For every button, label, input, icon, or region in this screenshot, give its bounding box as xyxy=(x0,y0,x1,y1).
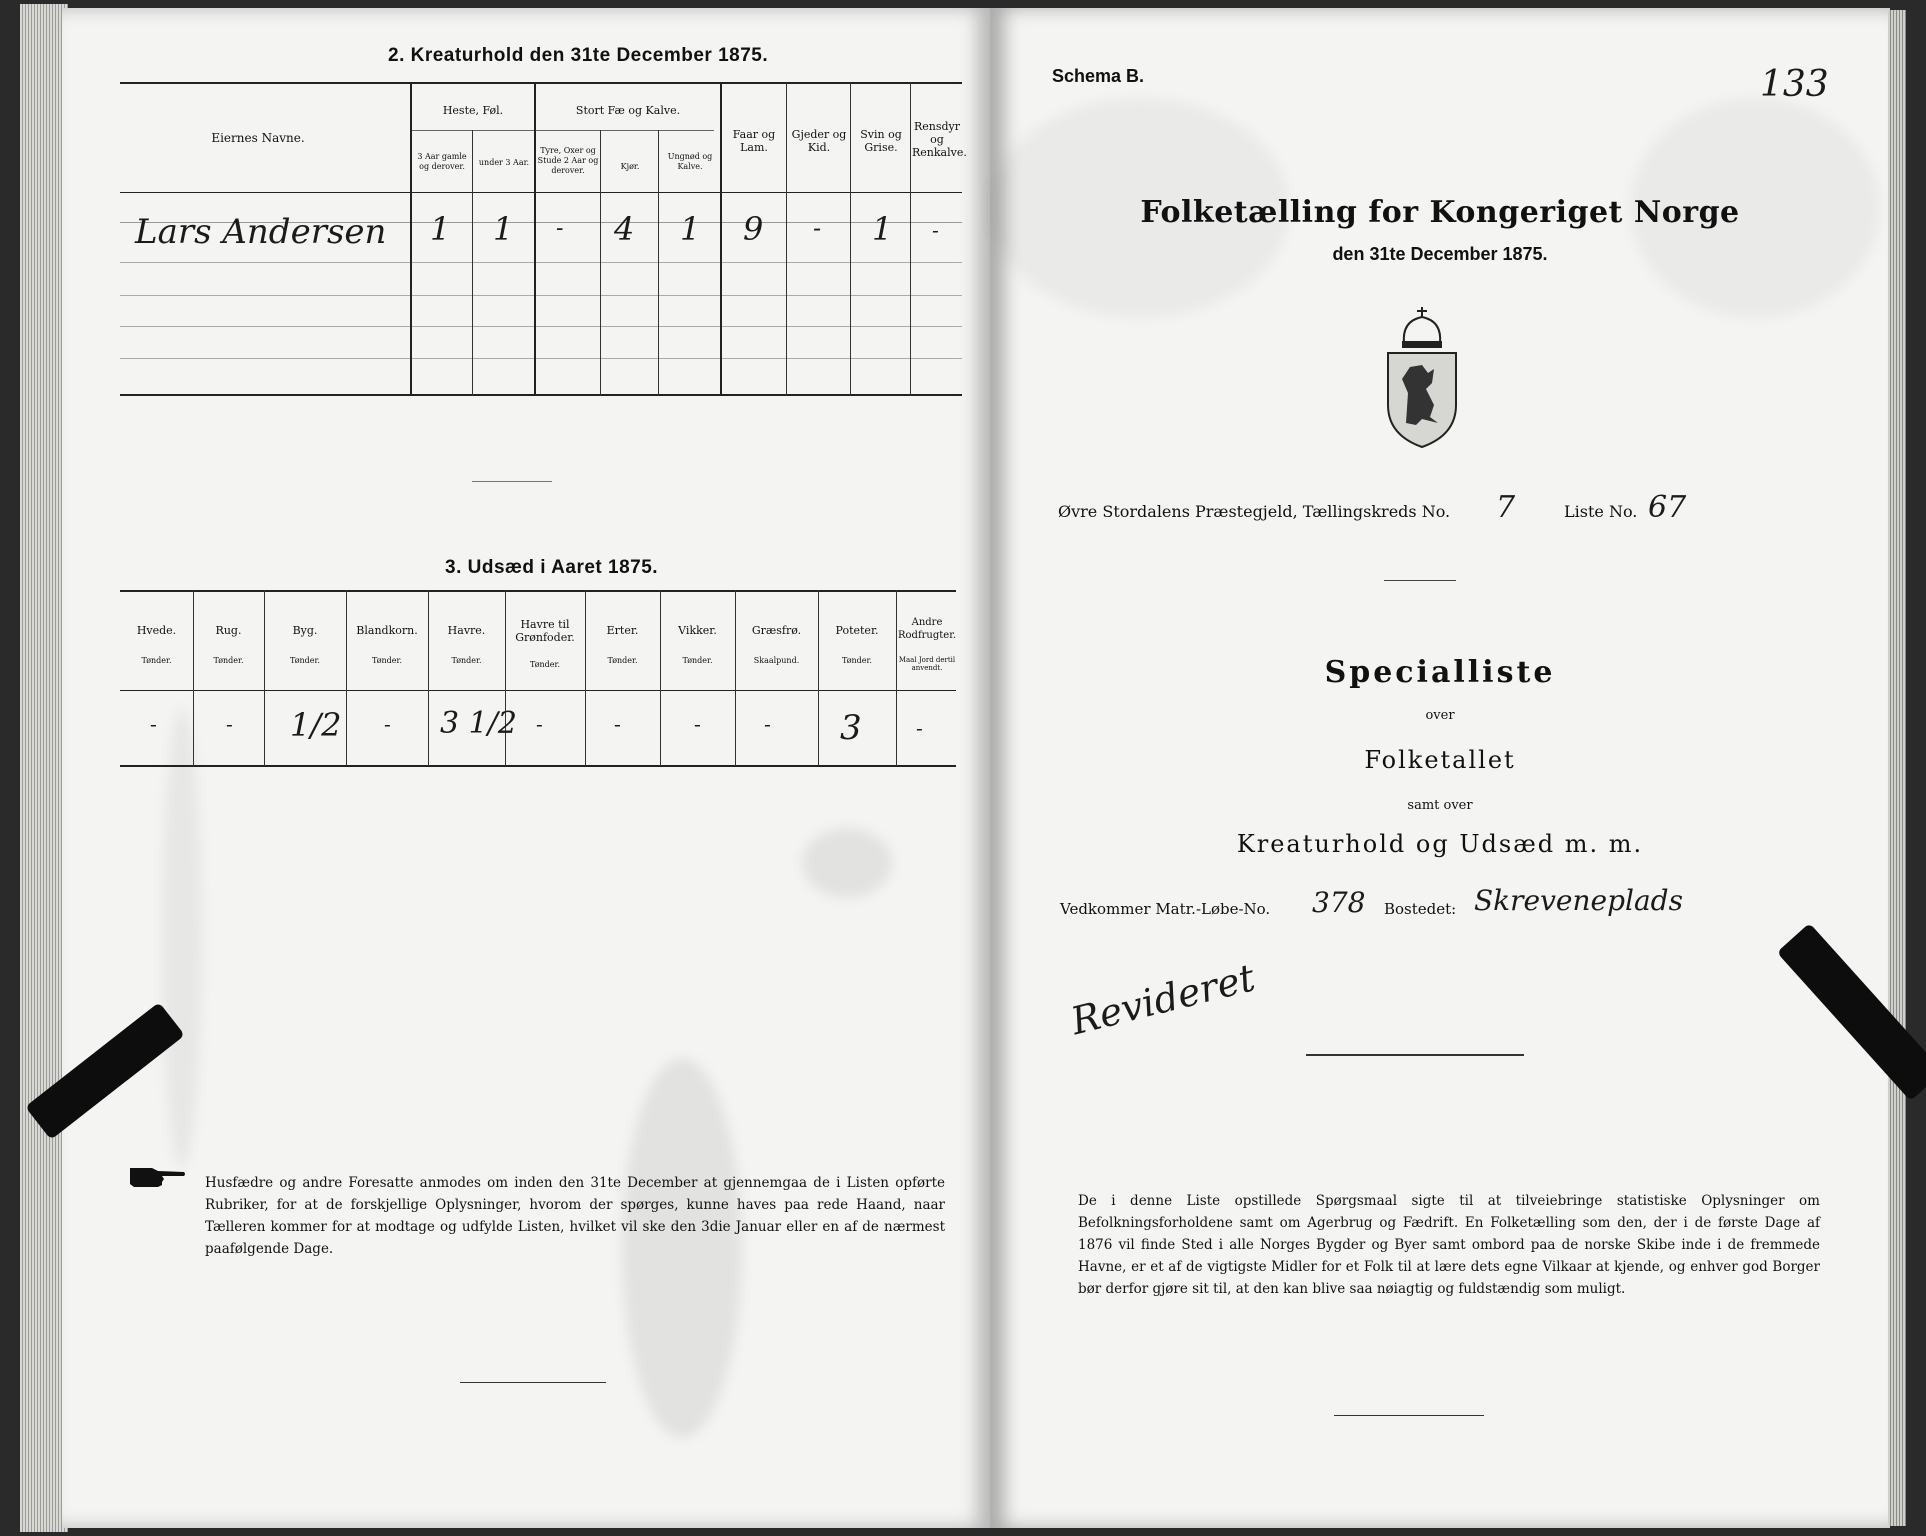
livestock-value: - xyxy=(813,214,822,242)
parish-label: Øvre Stordalens Præstegjeld, Tællingskreds No. xyxy=(1058,502,1451,521)
seed-col-unit: Tønder. xyxy=(451,656,482,665)
seed-col-header: Havre til Grønfoder. xyxy=(515,618,575,644)
owner-column-header: Eiernes Navne. xyxy=(211,131,305,145)
young-cattle-header: Ungnød og Kalve. xyxy=(667,152,713,171)
seed-col-unit: Maal Jord dertil anvendt. xyxy=(898,656,956,672)
livestock-value: 9 xyxy=(743,210,764,248)
bosted-label: Bostedet: xyxy=(1384,900,1457,918)
seed-value: - xyxy=(384,712,391,736)
seed-value: - xyxy=(916,716,923,740)
seed-col-unit: Tønder. xyxy=(841,656,873,665)
revision-signature: Revideret xyxy=(1066,955,1260,1044)
seed-col-unit: Tønder. xyxy=(289,656,321,665)
goats-header: Gjeder og Kid. xyxy=(791,128,847,154)
pointing-hand-icon xyxy=(128,1162,186,1190)
seed-value: 3 1/2 xyxy=(440,706,517,741)
seed-col-header: Hvede. xyxy=(136,624,177,637)
seed-value: - xyxy=(150,712,157,736)
seed-col-unit: Tønder. xyxy=(213,656,244,665)
pigs-header: Svin og Grise. xyxy=(860,128,902,154)
seed-col-header: Vikker. xyxy=(678,624,717,637)
horses-under3-header: under 3 Aar. xyxy=(478,158,530,167)
seed-value: - xyxy=(694,712,701,736)
seed-value: - xyxy=(536,712,543,736)
folketallet-text: Folketallet xyxy=(1364,746,1516,774)
matr-number: 378 xyxy=(1312,886,1366,919)
liste-number: 67 xyxy=(1648,490,1687,525)
livestock-value: 1 xyxy=(493,210,514,248)
cattle-header: Stort Fæ og Kalve. xyxy=(575,104,681,117)
livestock-value: - xyxy=(932,218,939,242)
seed-col-unit: Tønder. xyxy=(682,656,713,665)
seed-value: - xyxy=(614,712,621,736)
seed-col-header: Havre. xyxy=(447,624,486,637)
livestock-title: 2. Kreaturhold den 31te December 1875. xyxy=(388,45,769,66)
seed-col-header: Poteter. xyxy=(835,624,879,637)
horses-header: Heste, Føl. xyxy=(442,104,504,117)
seed-value: 3 xyxy=(840,708,862,748)
seed-value: - xyxy=(226,712,233,736)
seed-col-header: Andre Rodfrugter. xyxy=(898,617,957,641)
livestock-value: 1 xyxy=(872,210,893,248)
seed-value: - xyxy=(764,712,771,736)
seed-col-header: Erter. xyxy=(606,624,639,637)
census-date: den 31te December 1875. xyxy=(1332,244,1548,264)
seed-col-unit: Tønder. xyxy=(529,660,561,669)
sheep-header: Faar og Lam. xyxy=(732,128,776,154)
seed-col-header: Græsfrø. xyxy=(751,624,802,637)
cows-header: Kjør. xyxy=(620,162,640,171)
samt-over-text: samt over xyxy=(1407,798,1473,813)
owner-name: Lars Andersen xyxy=(135,212,387,252)
matr-label: Vedkommer Matr.-Løbe-No. xyxy=(1060,900,1271,918)
seed-title: 3. Udsæd i Aaret 1875. xyxy=(445,557,659,578)
seed-col-unit: Tønder. xyxy=(607,656,638,665)
norway-coat-of-arms-icon xyxy=(1382,305,1462,449)
fine-print-text: De i denne Liste opstillede Spørgsmaal sigte til at tilveiebringe statistiske Oplysninger om Befolkningsforholdene samt om Agerbrug og Fædrift. En Folketælling som den, der i de første Dage af 1876 vil finde Sted i alle Norges Bygder og Byer samt ombord paa de norske Skibe inde i de fremmede Havne, er et af de vigtigste Midler for et Folk til at lære dets egne Vilkaar at kjende, og enhver god Borger bør derfor gjøre sit til, at den kan blive saa nøiagtig og fuldstændig som muligt. xyxy=(1078,1193,1820,1297)
schema-label: Schema B. xyxy=(1052,66,1145,86)
bulls-header: Tyre, Oxer og Stude 2 Aar og derover. xyxy=(537,146,599,175)
page-edges-left xyxy=(20,4,68,1532)
page-edges-right xyxy=(1888,10,1906,1526)
livestock-value: 4 xyxy=(614,210,635,248)
seed-col-header: Byg. xyxy=(292,624,318,637)
seed-col-header: Rug. xyxy=(215,624,242,637)
bosted-name: Skreveneplads xyxy=(1474,884,1683,917)
kreaturhold-text: Kreaturhold og Udsæd m. m. xyxy=(1236,830,1644,858)
seed-col-header: Blandkorn. xyxy=(356,624,418,637)
reindeer-header: Rensdyr og Renkalve. xyxy=(912,120,967,159)
seed-value: 1/2 xyxy=(290,706,342,744)
livestock-value: 1 xyxy=(680,210,701,248)
kreds-number: 7 xyxy=(1496,490,1516,525)
over-text: over xyxy=(1425,708,1455,723)
livestock-value: 1 xyxy=(430,210,451,248)
seed-col-unit: Skaalpund. xyxy=(753,656,800,665)
folio-number: 133 xyxy=(1760,64,1829,105)
seed-col-unit: Tønder. xyxy=(371,656,403,665)
census-title: Folketælling for Kongeriget Norge xyxy=(1140,195,1740,230)
seed-col-unit: Tønder. xyxy=(141,656,172,665)
specialliste-title: Specialliste xyxy=(1324,655,1556,690)
notice-text: Husfædre og andre Foresatte anmodes om inden den 31te December at gjennemgaa de i Listen opførte Rubriker, for at de forskjellige Oplysninger, hvorom der spørges, kunne haves paa rede Haand, naar Tælleren kommer for at modtage og udfylde Listen, hvilket vil ske den 3die Januar eller en af de nærmest paafølgende Dage. xyxy=(205,1175,945,1257)
livestock-value: - xyxy=(556,216,564,241)
liste-label: Liste No. xyxy=(1564,502,1638,521)
horses-3yr-header: 3 Aar gamle og derover. xyxy=(417,152,467,171)
